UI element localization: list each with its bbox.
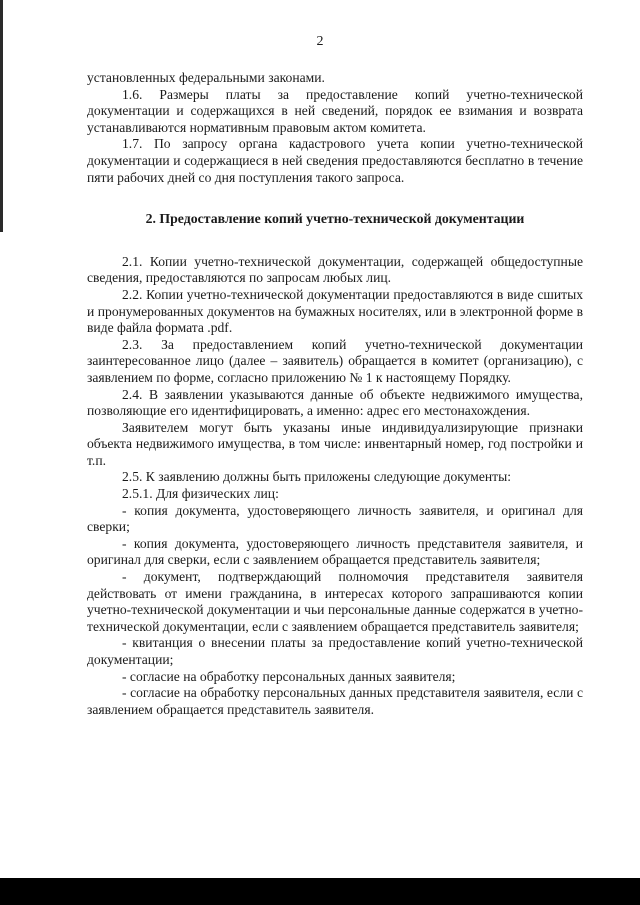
paragraph-2-4: 2.4. В заявлении указываются данные об объекте недвижимого имущества, позволяющие его идентифицировать, а именно: адрес его местонахождения. <box>87 386 583 419</box>
list-item-consent-representative: - согласие на обработку персональных данных представителя заявителя, если с заявлением обращается представитель заявителя. <box>87 685 583 717</box>
list-item-consent-applicant: - согласие на обработку персональных данных заявителя; <box>122 668 456 684</box>
paragraph-1-6: 1.6. Размеры платы за предоставление копий учетно-технической документации и содержащихся в ней сведений, порядок ее взимания и возврата устанавливаются нормативным правовым актом комитета. <box>87 86 583 135</box>
list-item-payment-receipt: - квитанция о внесении платы за предоставление копий учетно-технической документации; <box>87 635 583 667</box>
list-item-identity-copy: - копия документа, удостоверяющего личность заявителя, и оригинал для сверки; <box>87 502 583 535</box>
paragraph-2-5-1: 2.5.1. Для физических лиц: <box>122 486 279 502</box>
section-heading: 2. Предоставление копий учетно-технической документации <box>145 211 525 227</box>
paragraph-2-5: 2.5. К заявлению должны быть приложены следующие документы: <box>122 469 512 485</box>
paragraph-continuation: установленных федеральными законами. <box>87 70 325 85</box>
document-body <box>87 70 583 718</box>
scan-bottom-bar <box>0 878 640 905</box>
list-item-representative-identity: - копия документа, удостоверяющего личность представителя заявителя, и оригинал для сверки, если с заявлением обращается представитель заявителя; <box>87 535 583 568</box>
paragraph-2-1: 2.1. Копии учетно-технической документации, содержащей общедоступные сведения, предоставляются по запросам любых лиц. <box>87 253 583 286</box>
paragraph-2-2: 2.2. Копии учетно-технической документации предоставляются в виде сшитых и пронумерованных документов на бумажных носителях, или в электронной форме в виде файла формата .pdf. <box>87 286 583 336</box>
page-number: 2 <box>316 34 324 49</box>
list-item-authority-document: - документ, подтверждающий полномочия представителя заявителя действовать от имени гражданина, в интересах которого запрашиваются копии учетно-технической документации и чьи персональные данные содержатся в учетно-технической документации, если с заявлением обращается представитель заявителя; <box>87 569 583 634</box>
paragraph-1-7: 1.7. По запросу органа кадастрового учета копии учетно-технической документации и содержащиеся в ней сведения предоставляются бесплатно в течение пяти рабочих дней со дня поступления такого запроса. <box>87 136 583 185</box>
paragraph-applicant-details: Заявителем могут быть указаны иные индивидуализирующие признаки объекта недвижимого имущества, в том числе: инвентарный номер, год постройки и т.п. <box>87 419 583 468</box>
paragraph-2-3: 2.3. За предоставлением копий учетно-технической документации заинтересованное лицо (далее – заявитель) обращается в комитет (организацию), с заявлением по форме, согласно приложению № 1 к настоящему Порядку. <box>87 336 583 385</box>
